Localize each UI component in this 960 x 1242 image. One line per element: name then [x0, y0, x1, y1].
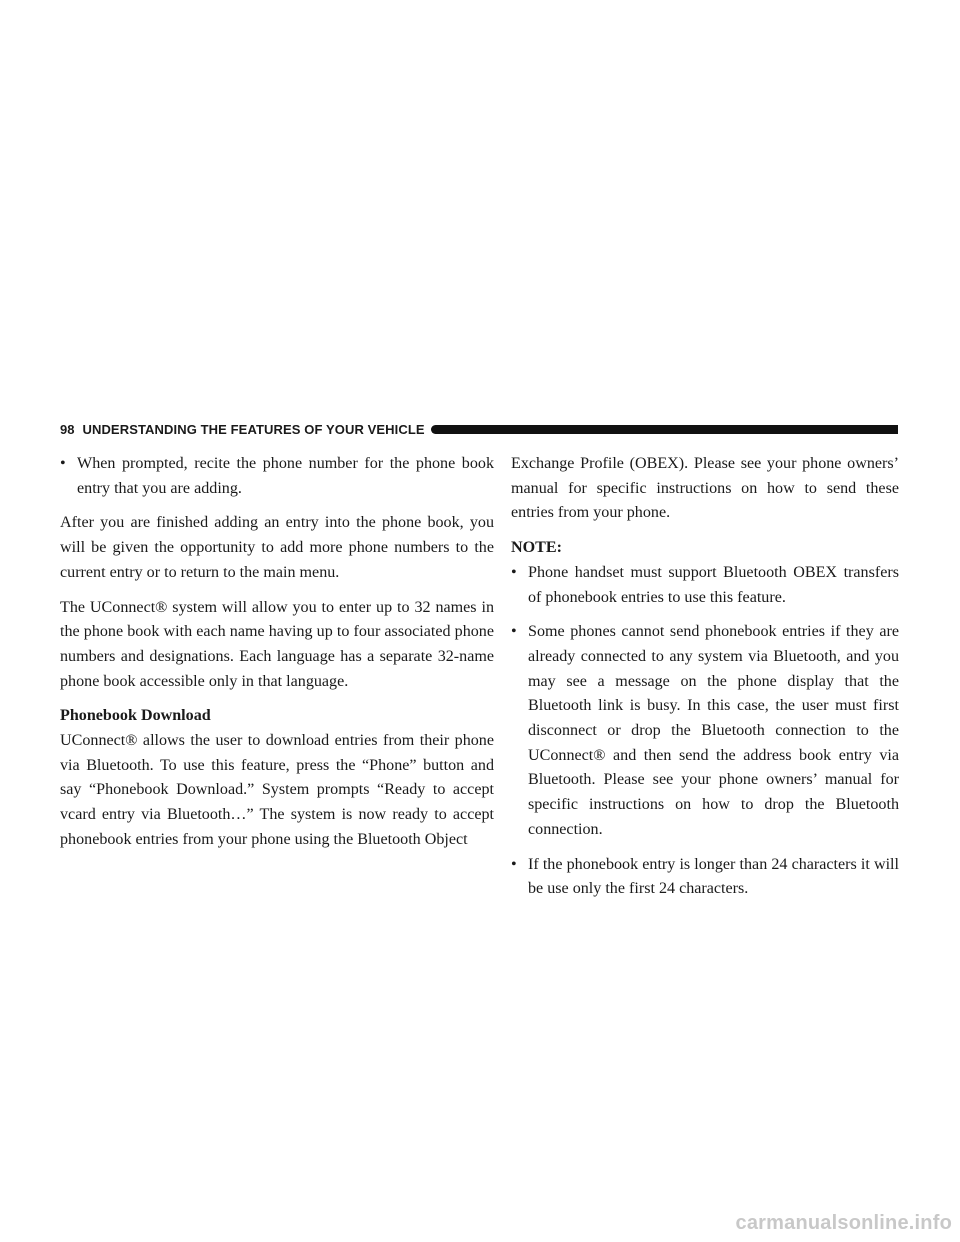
bullet-marker: •	[511, 623, 517, 641]
header-rule	[431, 425, 898, 434]
bullet-marker: •	[60, 455, 66, 472]
bullet-marker: •	[511, 563, 517, 581]
section-heading: Phonebook Download	[60, 707, 211, 725]
bullet-text: Phone handset must support Bluetooth OBEX transfers of phonebook entries to use this feature.	[528, 563, 899, 606]
bullet-text: If the phonebook entry is longer than 24 characters it will be use only the first 24 characters.	[528, 855, 899, 898]
page-header	[60, 420, 898, 438]
paragraph-after-adding: After you are finished adding an entry into the phone book, you will be given the opportunity to add more phone numbers to the current entry or to return to the main menu.	[60, 514, 494, 581]
list-item	[60, 452, 494, 501]
list-item	[511, 853, 899, 902]
page-number: 98	[60, 421, 75, 437]
list-item	[511, 620, 899, 842]
note-label: NOTE:	[511, 539, 562, 557]
paragraph-continued: Exchange Profile (OBEX). Please see your phone owners’ manual for specific instructions on how to send these entries from your phone.	[511, 455, 899, 522]
paragraph-phonebook-download: UConnect® allows the user to download entries from their phone via Bluetooth. To use this feature, press the “Phone” button and say “Phonebook Download.” System prompts “Ready to accept vcard entry via Bluetooth…” The system is now ready to accept phonebook entries from your phone using the Bluetooth Object	[60, 732, 494, 848]
list-item	[511, 561, 899, 610]
bullet-text: Some phones cannot send phonebook entries if they are already connected to any system via Bluetooth, and you may see a message on the phone display that the Bluetooth link is busy. In this case, the user must first disconnect or drop the Bluetooth connection to the UConnect® and then send the address book entry via Bluetooth. Please see your phone owners’ manual for specific instructions on how to drop the Bluetooth connection.	[528, 623, 899, 838]
section-title: UNDERSTANDING THE FEATURES OF YOUR VEHICLE	[82, 421, 425, 437]
bullet-marker: •	[511, 855, 517, 873]
left-column	[60, 452, 494, 863]
paragraph-name-capacity: The UConnect® system will allow you to enter up to 32 names in the phone book with each name having up to four associated phone numbers and designations. Each language has a separate 32-name phone book accessible only in that language.	[60, 598, 494, 690]
watermark: carmanualsonline.info	[735, 1212, 952, 1234]
bullet-text: When prompted, recite the phone number for the phone book entry that you are adding.	[77, 455, 494, 497]
right-column	[511, 452, 899, 912]
